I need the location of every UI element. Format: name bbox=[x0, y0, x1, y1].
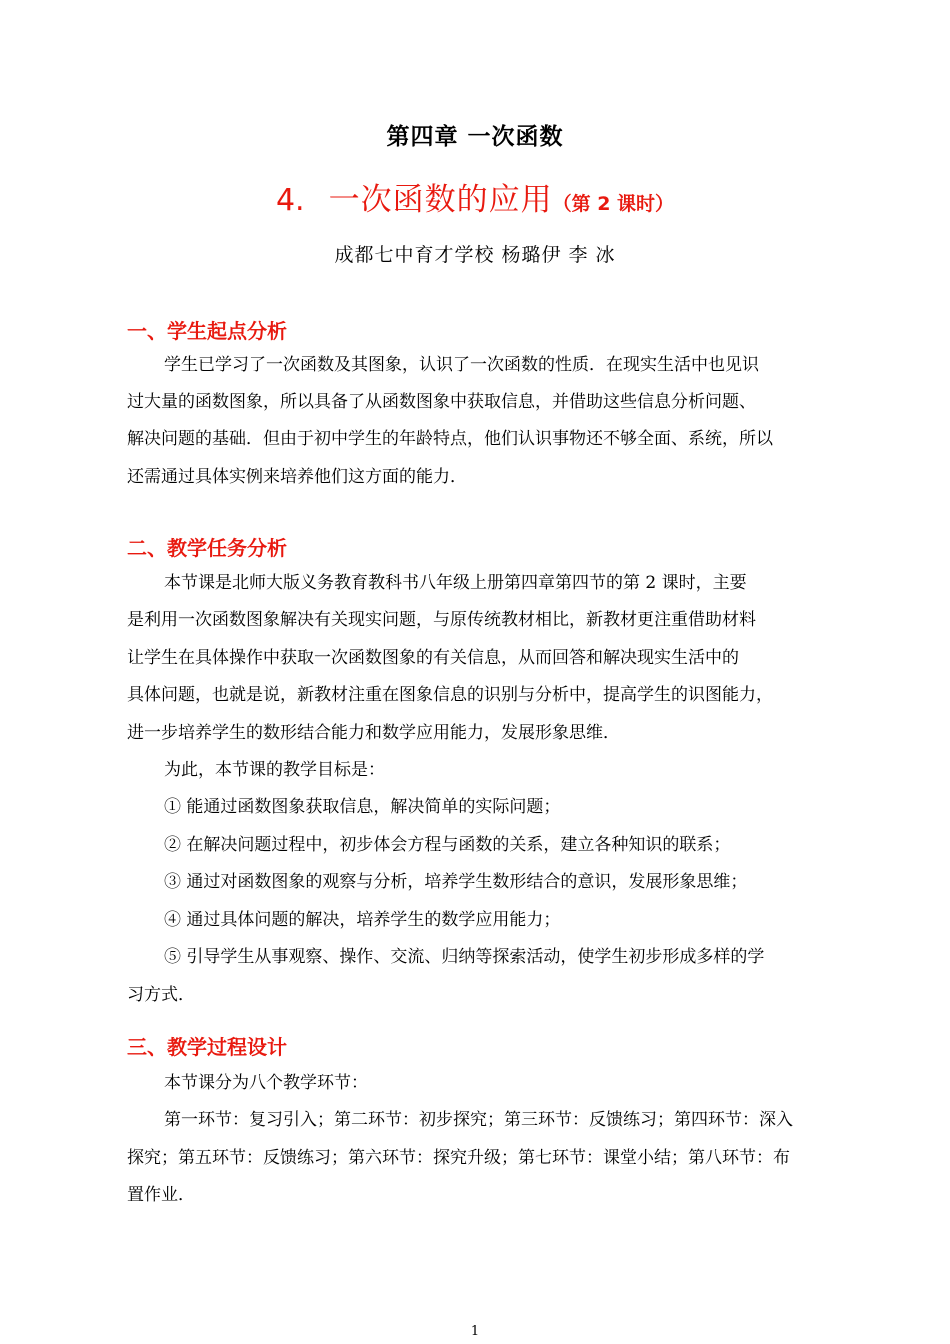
chapter-title: 第四章 一次函数 bbox=[386, 124, 564, 150]
paragraph-line: 过大量的函数图象，所以具备了从函数图象中获取信息，并借助这些信息分析问题、 bbox=[127, 392, 756, 412]
paragraph-line: 解决问题的基础．但由于初中学生的年龄特点，他们认识事物还不够全面、系统，所以 bbox=[127, 429, 773, 449]
paragraph-line: 第一环节：复习引入；第二环节：初步探究；第三环节：反馈练习；第四环节：深入 bbox=[164, 1110, 793, 1130]
paragraph-line: 还需通过具体实例来培养他们这方面的能力． bbox=[127, 467, 467, 487]
paragraph-line: 进一步培养学生的数形结合能力和数学应用能力，发展形象思维． bbox=[127, 723, 620, 743]
objective-item: ① 能通过函数图象获取信息，解决简单的实际问题； bbox=[164, 797, 561, 817]
section-heading-task-analysis: 二、教学任务分析 bbox=[127, 536, 287, 560]
objective-item: ② 在解决问题过程中，初步体会方程与函数的关系，建立各种知识的联系； bbox=[164, 835, 731, 855]
paragraph-line: 是利用一次函数图象解决有关现实问题，与原传统教材相比，新教材更注重借助材料 bbox=[127, 610, 756, 630]
paragraph-line: 置作业． bbox=[127, 1185, 195, 1205]
lesson-title bbox=[0, 174, 950, 219]
page-number: 1 bbox=[470, 1324, 480, 1339]
paragraph-line: 探究；第五环节：反馈练习；第六环节：探究升级；第七环节：课堂小结；第八环节：布 bbox=[127, 1148, 790, 1168]
paragraph-line: 习方式． bbox=[127, 985, 195, 1005]
authors: 成都七中育才学校 杨璐伊 李 冰 bbox=[334, 244, 616, 266]
paragraph-line: 具体问题，也就是说，新教材注重在图象信息的识别与分析中，提高学生的识图能力， bbox=[127, 685, 773, 705]
paragraph-line: 学生已学习了一次函数及其图象，认识了一次函数的性质．在现实生活中也见识 bbox=[164, 355, 759, 375]
paragraph-line: 本节课是北师大版义务教育教科书八年级上册第四章第四节的第 2 课时，主要 bbox=[164, 573, 747, 593]
objective-item: ⑤ 引导学生从事观察、操作、交流、归纳等探索活动，使学生初步形成多样的学 bbox=[164, 947, 765, 967]
lesson-subtitle: （第 2 课时） bbox=[552, 193, 675, 215]
objective-item: ④ 通过具体问题的解决，培养学生的数学应用能力； bbox=[164, 910, 561, 930]
section-heading-process-design: 三、教学过程设计 bbox=[127, 1035, 287, 1059]
paragraph-line: 本节课分为八个教学环节： bbox=[164, 1073, 368, 1093]
paragraph-line: 为此，本节课的教学目标是： bbox=[164, 760, 385, 780]
paragraph-line: 让学生在具体操作中获取一次函数图象的有关信息，从而回答和解决现实生活中的 bbox=[127, 648, 739, 668]
section-heading-student-analysis: 一、学生起点分析 bbox=[127, 319, 287, 343]
lesson-title-text: 一次函数的应用 bbox=[328, 182, 553, 218]
lesson-number: 4. bbox=[275, 183, 305, 218]
objective-item: ③ 通过对函数图象的观察与分析，培养学生数形结合的意识，发展形象思维； bbox=[164, 872, 748, 892]
